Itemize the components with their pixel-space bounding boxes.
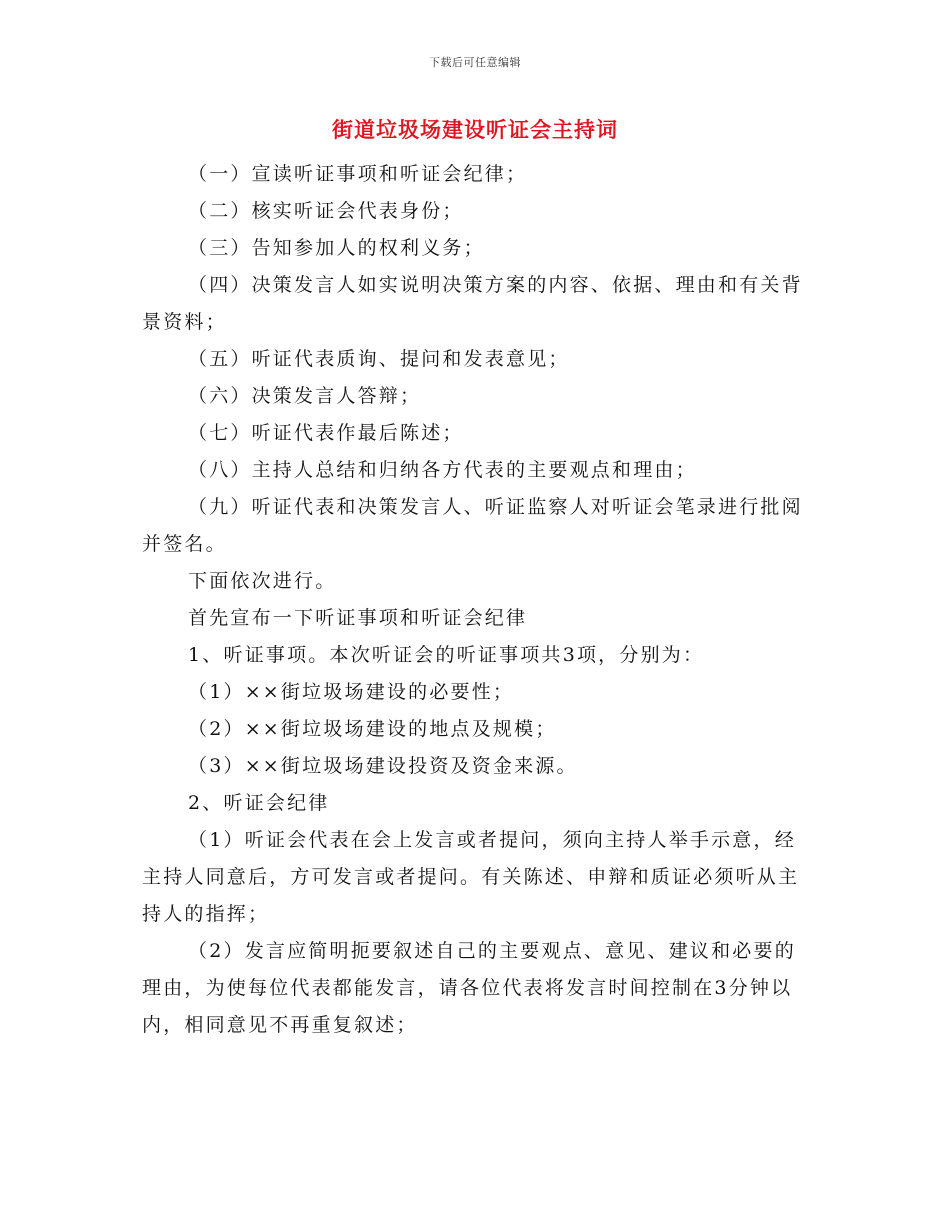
paragraph: （2）发言应简明扼要叙述自己的主要观点、意见、建议和必要的理由，为使每位代表都能发言，请各位代表将发言时间控制在3分钟以内，相同意见不再重复叙述； [142,940,796,1036]
paragraph: （3）××街垃圾场建设投资及资金来源。 [188,755,578,777]
paragraph: （一）宣读听证事项和听证会纪律； [188,163,528,185]
document-body [142,156,810,1044]
paragraph: （2）××街垃圾场建设的地点及规模； [188,718,557,740]
paragraph: （五）听证代表质询、提问和发表意见； [188,348,570,370]
paragraph: （八）主持人总结和归纳各方代表的主要观点和理由； [188,459,697,481]
paragraph: 下面依次进行。 [188,570,337,592]
paragraph: （六）决策发言人答辩； [188,385,422,407]
paragraph: （1）听证会代表在会上发言或者提问，须向主持人举手示意，经主持人同意后，方可发言或者提问。有关陈述、申辩和质证必须听从主持人的指挥； [142,829,800,925]
paragraph: （九）听证代表和决策发言人、听证监察人对听证会笔录进行批阅并签名。 [142,496,803,555]
paragraph: （三）告知参加人的权利义务； [188,237,485,259]
paragraph: （四）决策发言人如实说明决策方案的内容、依据、理由和有关背景资料； [142,274,803,333]
paragraph: （1）××街垃圾场建设的必要性； [188,681,515,703]
paragraph: 1、听证事项。本次听证会的听证事项共3项，分别为： [188,644,705,666]
document-title: 街道垃圾场建设听证会主持词 [332,118,618,142]
paragraph: 2、听证会纪律 [188,792,330,814]
paragraph: （二）核实听证会代表身份； [188,200,464,222]
paragraph: （七）听证代表作最后陈述； [188,422,464,444]
header-note: 下载后可任意编辑 [429,56,521,69]
paragraph: 首先宣布一下听证事项和听证会纪律 [188,607,528,629]
